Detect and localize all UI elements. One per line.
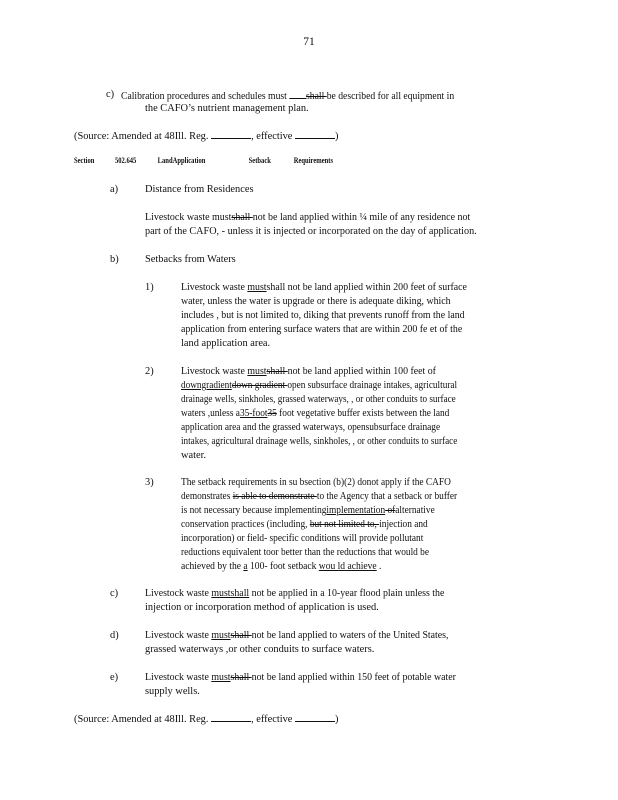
item-b3-line-2: demonstrates is able to demonstrate to the Agency that a setback or buffer [181, 491, 458, 502]
item-b2-line-1: Livestock waste mustshall not be land applied within 100 feet of [181, 366, 436, 377]
subsection-a-line-2: part of the CAFO, - unless it is injected or incorporated on the day of application. [145, 226, 477, 237]
item-b2-line-7: water. [181, 450, 207, 461]
item-b1-line-5: land application area. [181, 338, 271, 349]
item-b3-line-3: is not necessary because implementingimplementation ofalternative [181, 505, 435, 516]
subsection-d-line-2: grassed waterways ,or other conduits to surface waters. [145, 644, 375, 655]
subsection-a-line-1: Livestock waste mustshall not be land applied within ¼ mile of any residence not [145, 212, 471, 223]
section-label: Section [74, 156, 95, 165]
item-b3-label: 3) [145, 477, 154, 488]
subsection-b-label: b) [110, 254, 119, 265]
subsection-e-label: e) [110, 672, 119, 683]
subsection-c-line-2: injection or incorporation method of application is used. [145, 602, 379, 613]
blank-date [295, 128, 335, 139]
source-note-1: (Source: Amended at 48Ill. Reg. , effective ) [74, 128, 339, 143]
item-b2-line-6: intakes, agricultural drainage wells, sinkholes, , or other conduits to surface [181, 436, 458, 447]
section-title-part-1: LandApplication [157, 156, 206, 165]
item-b3-line-1: The setback requirements in su bsection (b)(2) donot apply if the CAFO [181, 477, 451, 488]
subsection-e-line-1: Livestock waste mustshall not be land applied within 150 feet of potable water [145, 672, 456, 683]
item-b2-line-3: drainage wells, sinkholes, grassed waterways, , or other conduits to surface [181, 394, 456, 405]
item-b3-line-7: achieved by the a 100- foot setback wou ld achieve . [181, 561, 382, 572]
subsection-a-title: Distance from Residences [145, 184, 254, 195]
section-number: 502.645 [115, 156, 137, 165]
subsection-d-label: d) [110, 630, 119, 641]
item-b2-line-4: waters ,unless a35-foot35 foot vegetative buffer exists between the land [181, 408, 450, 419]
item-b1-label: 1) [145, 282, 154, 293]
calibration-line-1: Calibration procedures and schedules must shall be described for all equipment in [121, 88, 454, 103]
item-b3-line-5: incorporation) or field- specific conditions will provide pollutant [181, 533, 424, 544]
blank [289, 88, 306, 99]
item-b2-line-2: downgradientdown gradient open subsurface drainage intakes, agricultural [181, 380, 458, 391]
item-b1-line-3: includes , but is not limited to, diking that prevents runoff from the land [181, 310, 465, 321]
blank-reg [211, 128, 251, 139]
source-note-2: (Source: Amended at 48Ill. Reg. , effective ) [74, 711, 339, 726]
item-b2-label: 2) [145, 366, 154, 377]
subsection-c-label: c) [110, 588, 119, 599]
item-b1-line-4: application from entering surface waters that are within 200 fe et of the [181, 324, 463, 335]
item-b1-line-2: water, unless the water is upgrade or there is adequate diking, which [181, 296, 451, 307]
subsection-d-line-1: Livestock waste mustshall not be land applied to waters of the United States, [145, 630, 449, 641]
blank-reg [211, 711, 251, 722]
subsection-e-line-2: supply wells. [145, 686, 200, 697]
section-title-part-2: Setback [248, 156, 271, 165]
subsection-a-label: a) [110, 184, 119, 195]
page-number: 71 [303, 36, 315, 48]
item-b3-line-6: reductions equivalent toor better than the reductions that would be [181, 547, 430, 558]
calibration-line-2: the CAFO’s nutrient management plan. [145, 103, 309, 114]
item-b3-line-4: conservation practices (including, but not limited to, injection and [181, 519, 428, 530]
item-b2-line-5: application area and the grassed waterways, opensubsurface drainage [181, 422, 441, 433]
subsection-c-line-1: Livestock waste mustshall not be applied in a 10-year flood plain unless the [145, 588, 445, 599]
section-title-part-3: Requirements [293, 156, 334, 165]
calibration-label: c) [106, 89, 115, 100]
subsection-b-title: Setbacks from Waters [145, 254, 236, 265]
blank-date [295, 711, 335, 722]
item-b1-line-1: Livestock waste mustshall not be land applied within 200 feet of surface [181, 282, 467, 293]
